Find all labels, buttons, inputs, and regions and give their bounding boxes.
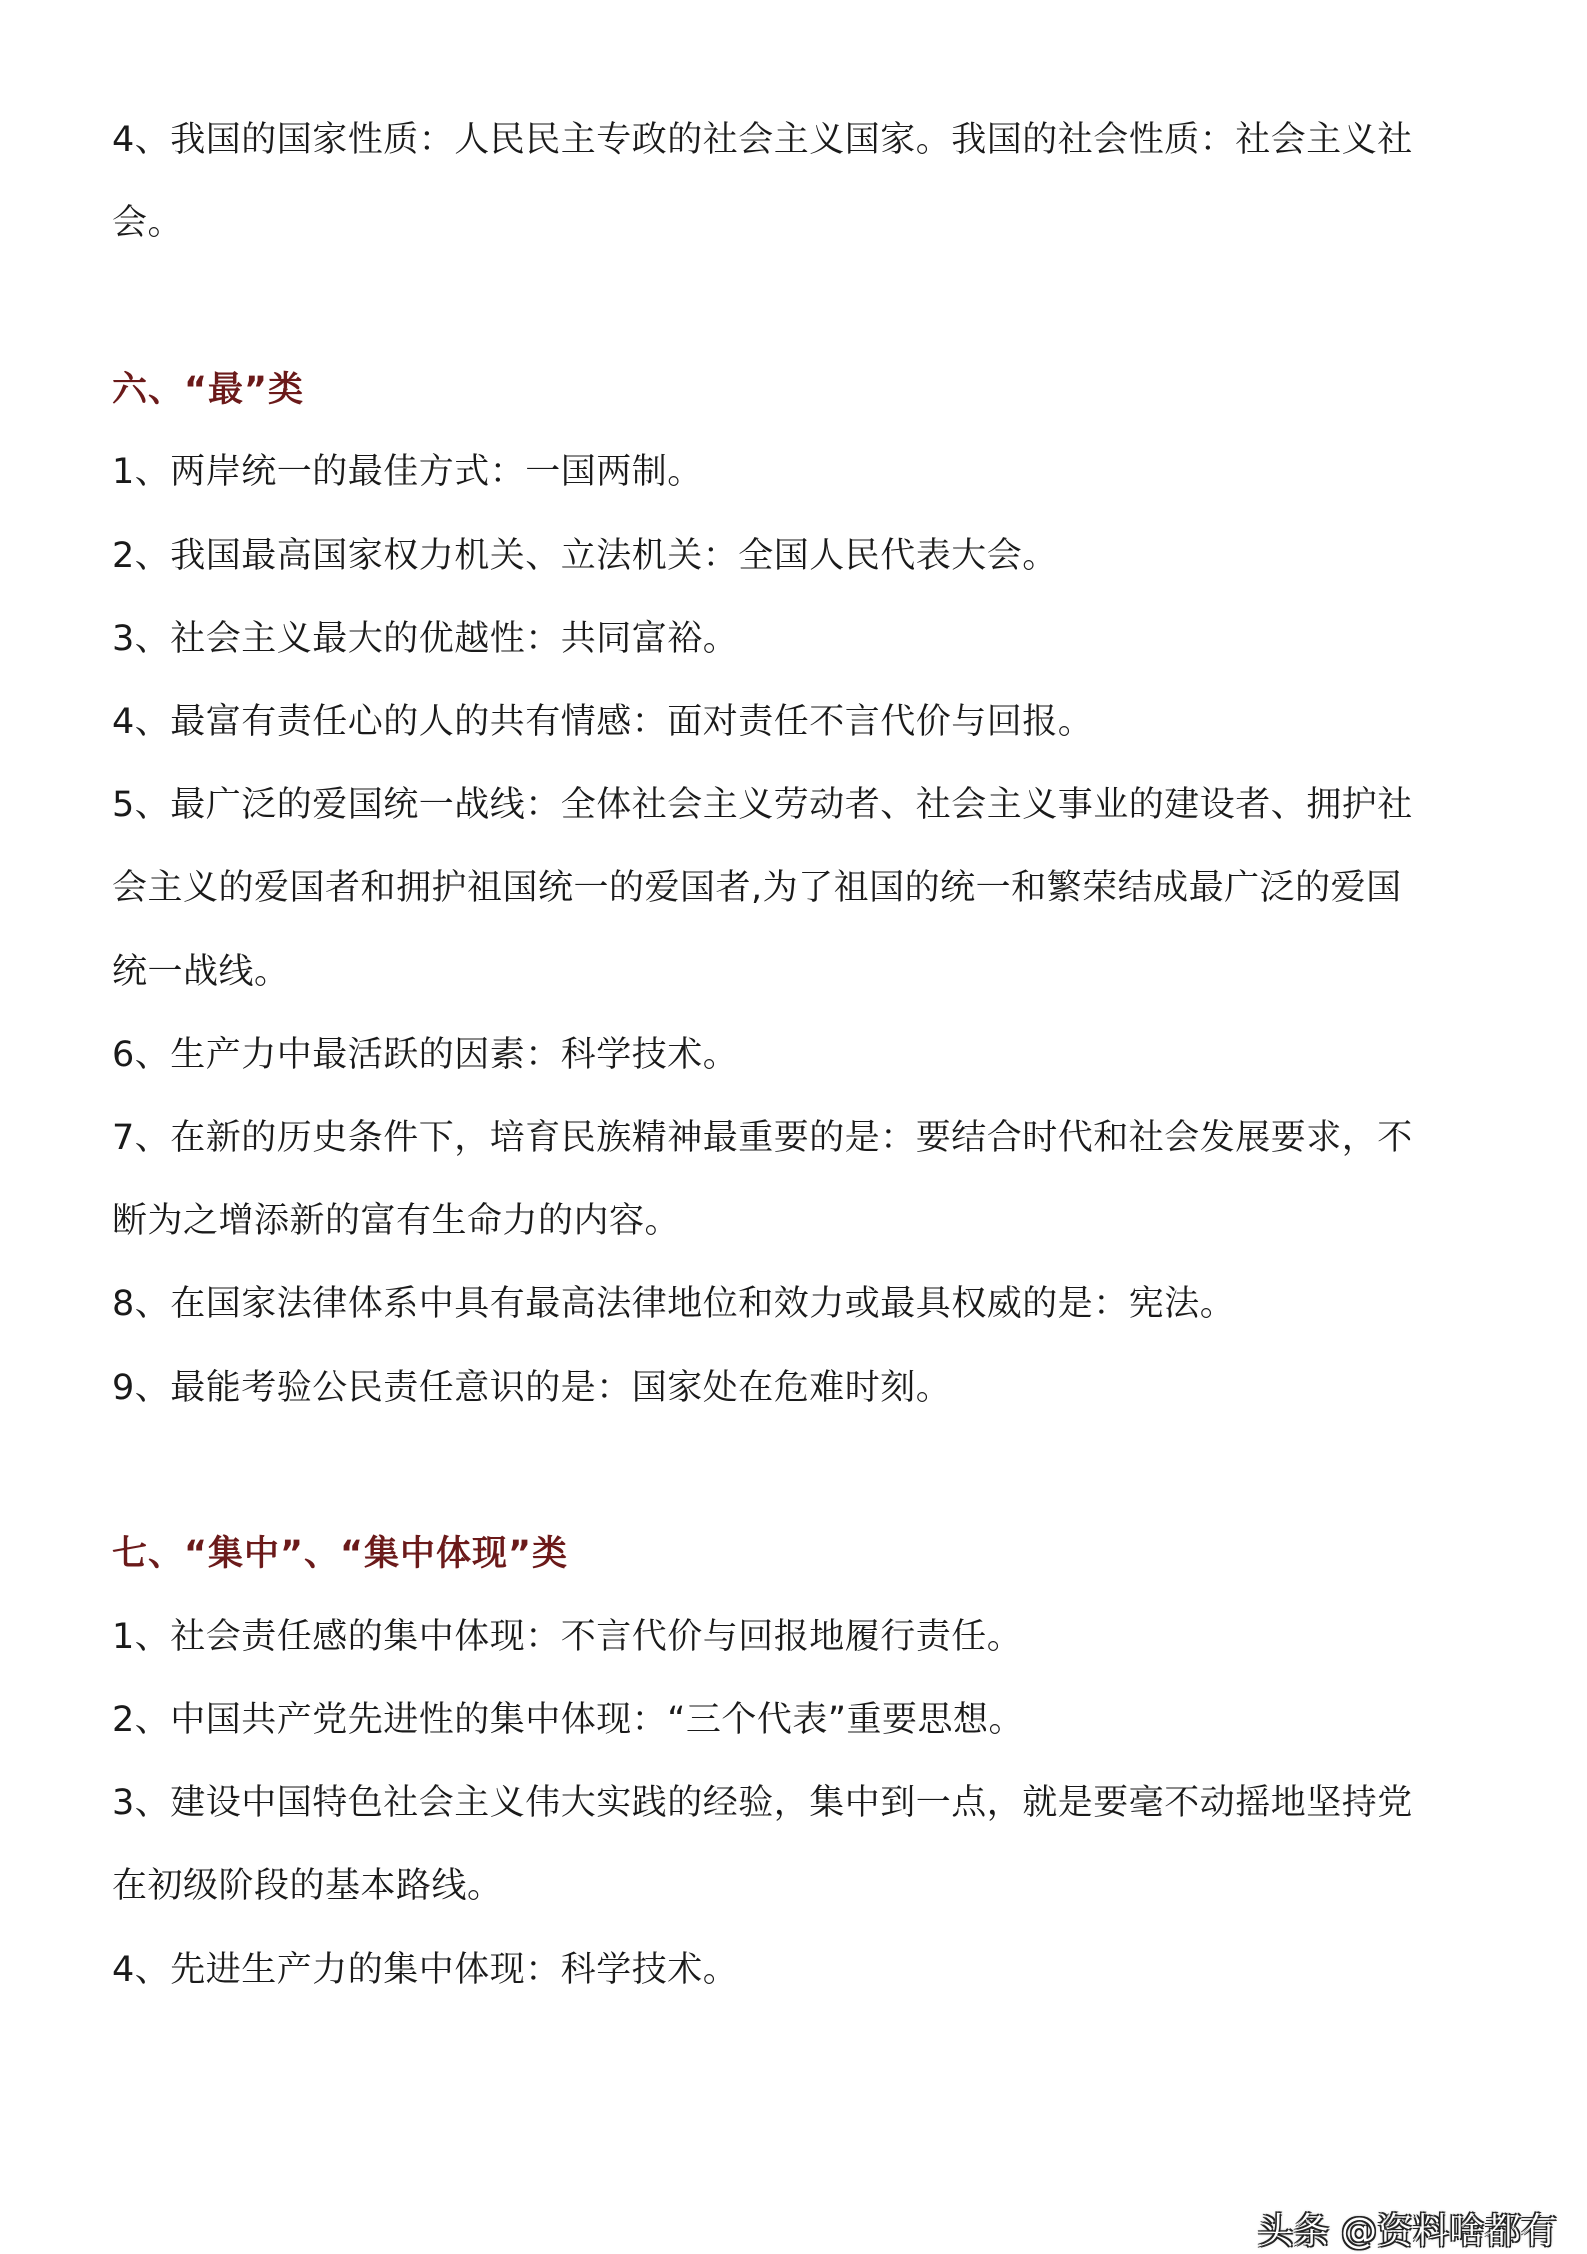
list-item: 3、建设中国特色社会主义伟大实践的经验，集中到一点，就是要毫不动摇地坚持党 <box>112 1783 1413 1823</box>
list-item: 5、最广泛的爱国统一战线：全体社会主义劳动者、社会主义事业的建设者、拥护社 <box>112 785 1413 825</box>
list-item: 9、最能考验公民责任意识的是：国家处在危难时刻。 <box>112 1368 952 1408</box>
paragraph-line: 会。 <box>112 203 184 243</box>
list-item-continuation: 在初级阶段的基本路线。 <box>112 1866 503 1906</box>
section-heading-zui: 六、“最”类 <box>112 370 305 410</box>
paragraph-line: 4、我国的国家性质：人民民主专政的社会主义国家。我国的社会性质：社会主义社 <box>112 120 1413 160</box>
list-item-continuation: 统一战线。 <box>112 952 290 992</box>
list-item: 4、先进生产力的集中体现：科学技术。 <box>112 1950 739 1990</box>
list-item: 1、社会责任感的集中体现：不言代价与回报地履行责任。 <box>112 1617 1023 1657</box>
list-item: 4、最富有责任心的人的共有情感：面对责任不言代价与回报。 <box>112 702 1094 742</box>
list-item: 7、在新的历史条件下，培育民族精神最重要的是：要结合时代和社会发展要求，不 <box>112 1118 1413 1158</box>
list-item: 1、两岸统一的最佳方式：一国两制。 <box>112 452 703 492</box>
list-item: 2、中国共产党先进性的集中体现：“三个代表”重要思想。 <box>112 1700 1025 1740</box>
section-heading-jizhong: 七、“集中”、“集中体现”类 <box>112 1534 569 1574</box>
list-item: 2、我国最高国家权力机关、立法机关：全国人民代表大会。 <box>112 536 1058 576</box>
watermark-label: 头条 @资料啥都有 <box>1257 2211 1557 2252</box>
list-item: 8、在国家法律体系中具有最高法律地位和效力或最具权威的是：宪法。 <box>112 1284 1236 1324</box>
list-item-continuation: 断为之增添新的富有生命力的内容。 <box>112 1201 681 1241</box>
list-item: 6、生产力中最活跃的因素：科学技术。 <box>112 1035 739 1075</box>
list-item: 3、社会主义最大的优越性：共同富裕。 <box>112 619 739 659</box>
list-item-continuation: 会主义的爱国者和拥护祖国统一的爱国者,为了祖国的统一和繁荣结成最广泛的爱国 <box>112 868 1402 908</box>
